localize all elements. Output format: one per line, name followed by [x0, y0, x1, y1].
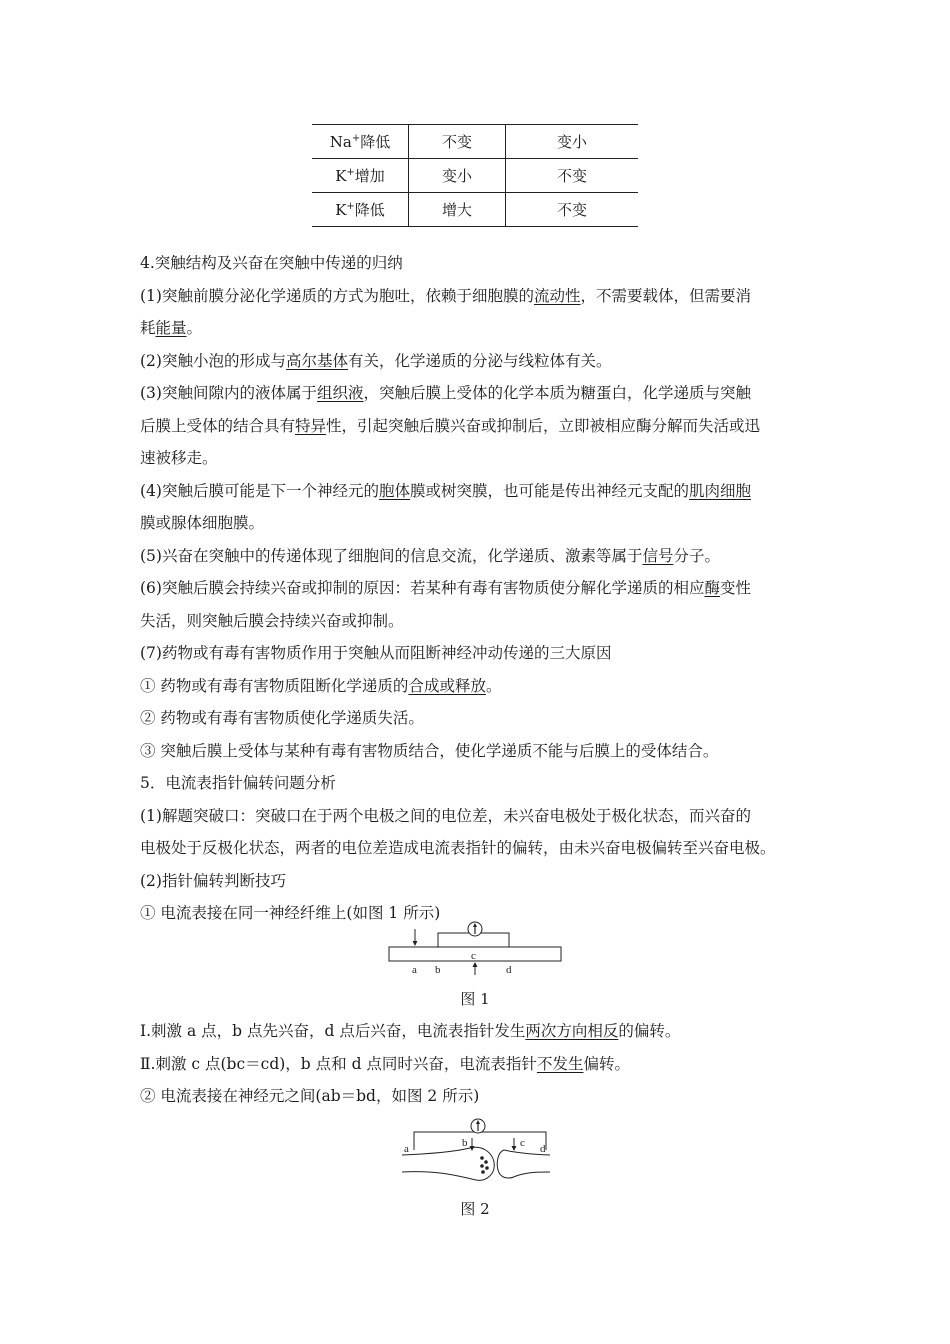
paragraph: (2)指针偏转判断技巧: [140, 871, 286, 890]
paragraph: 耗能量。: [140, 319, 203, 337]
table-cell: Na+降低: [312, 125, 409, 159]
section-4: [140, 247, 820, 930]
paragraph: (4)突触后膜可能是下一个神经元的胞体膜或树突膜，也可能是传出神经元支配的肌肉细胞: [140, 481, 752, 500]
list-item: Ⅱ.刺激 c 点(bc＝cd)，b 点和 d 点同时兴奋，电流表指针不发生偏转。: [140, 1054, 630, 1073]
table-cell: 不变: [409, 125, 506, 159]
section-5-title: 5．电流表指针偏转问题分析: [140, 774, 336, 792]
paragraph: (1)突触前膜分泌化学递质的方式为胞吐，依赖于细胞膜的流动性，不需要载体，但需要消: [140, 286, 751, 305]
table-cell: K+降低: [312, 193, 409, 227]
paragraph: 失活，则突触后膜会持续兴奋或抑制。: [140, 611, 404, 630]
table-row: [312, 125, 638, 159]
fig2-label-b: b: [462, 1137, 468, 1149]
paragraph: (5)兴奋在突触中的传递体现了细胞间的信息交流，化学递质、激素等属于信号分子。: [140, 546, 720, 565]
table-cell: 不变: [506, 193, 639, 227]
fig1-label-d: d: [506, 964, 512, 976]
table-row: [312, 159, 638, 193]
figure-2-synapse-diagram: [398, 1110, 554, 1192]
fig2-label-d: d: [540, 1143, 546, 1155]
section-4-title: 4.突触结构及兴奋在突触中传递的归纳: [140, 254, 403, 272]
fig1-label-a: a: [412, 964, 417, 976]
figure-2-caption: 图 2: [460, 1200, 490, 1218]
fig1-label-c: c: [471, 950, 476, 962]
fig2-label-c: c: [520, 1137, 525, 1149]
paragraph: (1)解题突破口：突破口在于两个电极之间的电位差，未兴奋电极处于极化状态，而兴奋的: [140, 806, 751, 825]
list-item: ③ 突触后膜上受体与某种有毒有害物质结合，使化学递质不能与后膜上的受体结合。: [140, 741, 719, 760]
paragraph: 膜或腺体细胞膜。: [140, 514, 265, 532]
paragraph: (3)突触间隙内的液体属于组织液，突触后膜上受体的化学本质为糖蛋白，化学递质与突触: [140, 384, 751, 402]
paragraph: (2)突触小泡的形成与高尔基体有关，化学递质的分泌与线粒体有关。: [140, 351, 612, 370]
presynaptic-neuron: [402, 1147, 494, 1180]
list-item: ② 药物或有毒有害物质使化学递质失活。: [140, 709, 424, 727]
table-cell: 不变: [506, 159, 639, 193]
list-item: ① 药物或有毒有害物质阻断化学递质的合成或释放。: [140, 676, 502, 695]
list-item: ② 电流表接在神经元之间(ab＝bd，如图 2 所示): [140, 1087, 480, 1105]
figure-1-caption: 图 1: [460, 990, 490, 1008]
paragraph: (6)突触后膜会持续兴奋或抑制的原因：若某种有毒有害物质使分解化学递质的相应酶变性: [140, 579, 751, 597]
list-item: Ⅰ.刺激 a 点，b 点先兴奋，d 点后兴奋，电流表指针发生两次方向相反的偏转。: [140, 1022, 681, 1040]
paragraph: 后膜上受体的结合具有特异性，引起突触后膜兴奋或抑制后，立即被相应酶分解而失活或迅: [140, 416, 761, 435]
list-item: ① 电流表接在同一神经纤维上(如图 1 所示): [140, 904, 441, 922]
table-row: [312, 193, 638, 227]
table-cell: 变小: [506, 125, 639, 159]
fig2-label-a: a: [404, 1143, 409, 1155]
paragraph: (7)药物或有毒有害物质作用于突触从而阻断神经冲动传递的三大原因: [140, 644, 612, 662]
paragraph: 速被移走。: [140, 449, 218, 467]
ion-table: [312, 124, 638, 227]
table-cell: 变小: [409, 159, 506, 193]
figure-1-nerve-fiber-diagram: [385, 915, 565, 977]
table-cell: K+增加: [312, 159, 409, 193]
paragraph: 电极处于反极化状态，两者的电位差造成电流表指针的偏转，由未兴奋电极偏转至兴奋电极。: [140, 839, 776, 857]
fig1-label-b: b: [435, 964, 441, 976]
section-5-items: [140, 1015, 820, 1113]
table-cell: 增大: [409, 193, 506, 227]
